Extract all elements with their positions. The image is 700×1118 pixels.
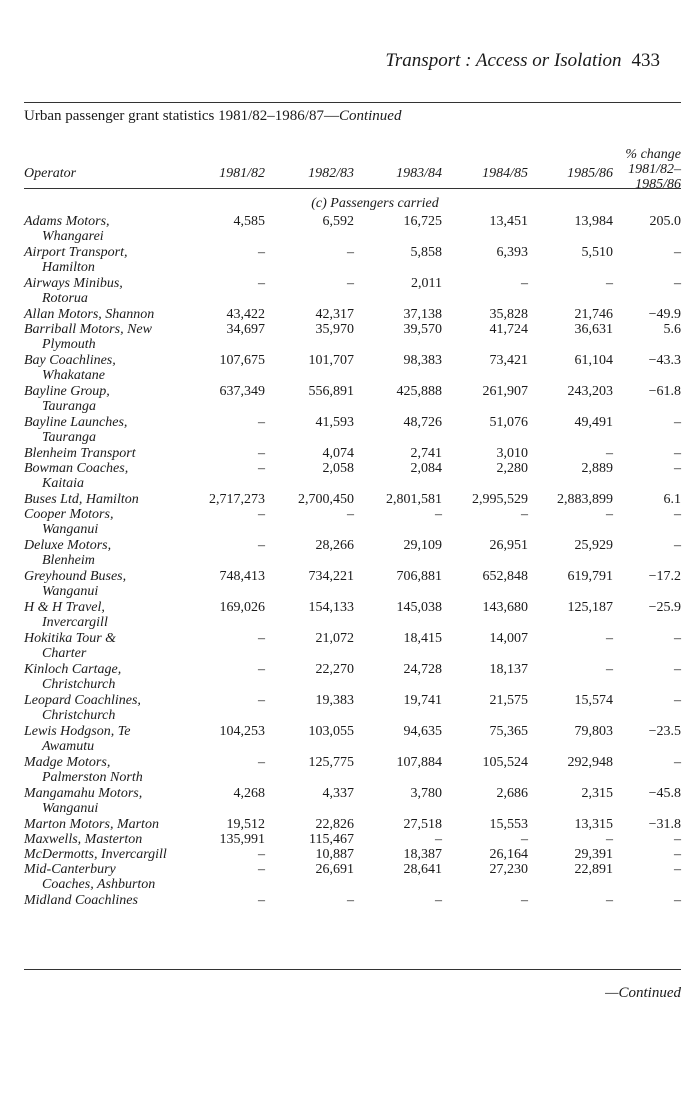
value-1985-86: 292,948 [567,755,613,770]
value-1981-82: – [258,538,265,553]
operator-name-line-2: Wanganui [42,801,99,816]
value-1985-86: – [606,507,613,522]
operator-name-line-2: Invercargill [42,615,108,630]
value-1984-85: 51,076 [489,415,528,430]
value-pct-change: −45.8 [648,786,681,801]
value-1981-82: 104,253 [219,724,265,739]
value-1981-82: – [258,847,265,862]
value-1985-86: 36,631 [574,322,613,337]
value-1984-85: 105,524 [482,755,528,770]
caption-continued: Continued [338,108,402,124]
value-1981-82: – [258,415,265,430]
operator-name [24,862,200,892]
table-caption [24,108,401,125]
value-1982-83: 42,317 [315,307,354,322]
value-1984-85: 41,724 [489,322,528,337]
col-header-1985-86: 1985/86 [567,166,613,181]
value-1983-84: 425,888 [396,384,442,399]
operator-name-line-2: Plymouth [42,337,96,352]
value-1982-83: – [347,245,354,260]
value-1985-86: – [606,631,613,646]
value-1981-82: 135,991 [219,832,265,847]
operator-name-line-2: Charter [42,646,87,661]
operator-name-line-1: Mangamahu Motors, [24,786,143,801]
section-label: (c) Passengers carried [311,196,439,211]
value-pct-change: −25.9 [648,600,681,615]
col-header-1983-84: 1983/84 [396,166,442,181]
value-pct-change: – [674,461,681,476]
value-pct-change: – [674,847,681,862]
value-pct-change: – [674,631,681,646]
value-1985-86: 25,929 [574,538,613,553]
operator-name [24,415,200,445]
value-1982-83: – [347,893,354,908]
value-1983-84: 18,415 [403,631,442,646]
operator-name-line-1: Cooper Motors, [24,507,114,522]
value-1984-85: 26,951 [489,538,528,553]
operator-name [24,847,200,862]
value-1985-86: 5,510 [581,245,613,260]
value-1981-82: – [258,507,265,522]
value-1983-84: – [435,893,442,908]
operator-name-line-2: Coaches, Ashburton [42,877,156,892]
operator-name [24,693,200,723]
running-head [385,50,660,72]
operator-name [24,214,200,244]
value-1984-85: 21,575 [489,693,528,708]
value-1985-86: – [606,832,613,847]
value-1984-85: 652,848 [482,569,528,584]
operator-name-line-1: Airport Transport, [24,245,128,260]
operator-name [24,538,200,568]
value-1984-85: – [521,507,528,522]
value-1985-86: 15,574 [574,693,613,708]
value-1983-84: – [435,832,442,847]
value-1983-84: 2,011 [411,276,442,291]
value-1983-84: 98,383 [403,353,442,368]
operator-name-line-1: Airways Minibus, [24,276,123,291]
value-1982-83: 4,074 [322,446,354,461]
value-1981-82: – [258,893,265,908]
col-header-pct-change [625,147,681,192]
operator-name [24,724,200,754]
value-1981-82: – [258,276,265,291]
value-1982-83: – [347,507,354,522]
value-1983-84: 94,635 [403,724,442,739]
value-1983-84: 24,728 [403,662,442,677]
value-pct-change: −17.2 [648,569,681,584]
operator-name-line-1: Maxwells, Masterton [24,832,143,847]
header-rule [24,188,681,189]
operator-name-line-1: Mid-Canterbury [24,862,116,877]
operator-name-line-1: Greyhound Buses, [24,569,127,584]
operator-name [24,600,200,630]
value-pct-change: – [674,893,681,908]
value-1982-83: – [347,276,354,291]
value-1981-82: – [258,461,265,476]
value-1983-84: 107,884 [396,755,442,770]
value-1982-83: 734,221 [308,569,354,584]
operator-name [24,631,200,661]
value-1982-83: 41,593 [315,415,354,430]
value-pct-change: – [674,862,681,877]
value-pct-change: −23.5 [648,724,681,739]
running-head-title: Transport : Access or Isolation [385,50,622,71]
value-1982-83: 103,055 [308,724,354,739]
operator-name-line-1: Bay Coachlines, [24,353,116,368]
value-1984-85: 73,421 [489,353,528,368]
value-1981-82: 43,422 [226,307,265,322]
operator-name-line-1: H & H Travel, [24,600,105,615]
value-1985-86: 2,883,899 [557,492,613,507]
value-1985-86: 243,203 [567,384,613,399]
operator-name-line-1: Lewis Hodgson, Te [24,724,131,739]
value-1985-86: 21,746 [574,307,613,322]
value-1981-82: – [258,693,265,708]
operator-name-line-1: Bowman Coaches, [24,461,129,476]
operator-name-line-1: Bayline Launches, [24,415,128,430]
value-1981-82: – [258,446,265,461]
value-1984-85: 261,907 [482,384,528,399]
value-1984-85: 13,451 [489,214,528,229]
operator-name [24,353,200,383]
page-number: 433 [631,50,660,71]
operator-name-line-1: Bayline Group, [24,384,110,399]
value-1985-86: – [606,446,613,461]
value-1983-84: 29,109 [403,538,442,553]
value-1981-82: – [258,662,265,677]
operator-name [24,245,200,275]
value-1981-82: – [258,245,265,260]
value-1983-84: 5,858 [410,245,442,260]
operator-name-line-2: Awamutu [42,739,95,754]
value-1985-86: 79,803 [574,724,613,739]
value-1984-85: 2,686 [496,786,528,801]
value-1985-86: 29,391 [574,847,613,862]
operator-name [24,569,200,599]
value-1982-83: 125,775 [308,755,354,770]
col-header-1984-85: 1984/85 [482,166,528,181]
value-1983-84: – [435,507,442,522]
operator-name-line-2: Christchurch [42,677,116,692]
value-1985-86: – [606,893,613,908]
value-1982-83: 22,270 [315,662,354,677]
caption-text: Urban passenger grant statistics 1981/82–1986/87— [24,108,339,124]
value-1984-85: 26,164 [489,847,528,862]
value-1983-84: 19,741 [403,693,442,708]
operator-name [24,817,200,832]
operator-name-line-2: Tauranga [42,399,96,414]
value-1982-83: 101,707 [308,353,354,368]
col-header-1982-83: 1982/83 [308,166,354,181]
value-1984-85: 14,007 [489,631,528,646]
operator-name [24,507,200,537]
value-1985-86: 125,187 [567,600,613,615]
operator-name-line-2: Palmerston North [42,770,143,785]
value-1984-85: 35,828 [489,307,528,322]
value-1981-82: 34,697 [226,322,265,337]
value-pct-change: −61.8 [648,384,681,399]
value-pct-change: – [674,538,681,553]
value-pct-change: 6.1 [663,492,681,507]
value-pct-change: – [674,507,681,522]
operator-name-line-1: Hokitika Tour & [24,631,117,646]
operator-name-line-1: Deluxe Motors, [24,538,112,553]
value-1984-85: – [521,832,528,847]
operator-name-line-2: Whakatane [42,368,105,383]
value-1983-84: 2,084 [410,461,442,476]
value-1985-86: 13,984 [574,214,613,229]
value-1983-84: 706,881 [396,569,442,584]
value-1982-83: 115,467 [309,832,354,847]
value-1982-83: 35,970 [315,322,354,337]
value-1985-86: 13,315 [574,817,613,832]
operator-name [24,446,200,461]
value-1983-84: 145,038 [396,600,442,615]
value-1982-83: 556,891 [308,384,354,399]
operator-name-line-1: McDermotts, Invercargill [24,847,167,862]
value-1983-84: 27,518 [403,817,442,832]
value-1983-84: 16,725 [403,214,442,229]
footer-continued: —Continued [605,985,681,1001]
operator-name-line-1: Leopard Coachlines, [24,693,141,708]
value-1985-86: – [606,662,613,677]
value-pct-change: – [674,245,681,260]
operator-name-line-1: Barriball Motors, New [24,322,152,337]
operator-name-line-2: Whangarei [42,229,104,244]
value-1982-83: 4,337 [322,786,354,801]
operator-name-line-1: Midland Coachlines [24,893,138,908]
operator-name-line-2: Christchurch [42,708,116,723]
value-pct-change: – [674,662,681,677]
value-1985-86: 2,889 [581,461,613,476]
value-1985-86: 49,491 [574,415,613,430]
operator-name [24,755,200,785]
value-pct-change: – [674,415,681,430]
value-1981-82: – [258,862,265,877]
operator-name-line-2: Wanganui [42,522,99,537]
operator-name-line-2: Tauranga [42,430,96,445]
value-pct-change: 205.0 [649,214,681,229]
value-1985-86: 61,104 [574,353,613,368]
value-pct-change: −43.3 [648,353,681,368]
operator-name-line-1: Adams Motors, [24,214,110,229]
value-1984-85: – [521,276,528,291]
value-1982-83: 22,826 [315,817,354,832]
value-1982-83: 2,700,450 [298,492,354,507]
value-1981-82: 2,717,273 [209,492,265,507]
value-1984-85: 18,137 [489,662,528,677]
operator-name [24,893,200,908]
value-pct-change: – [674,693,681,708]
value-pct-change: – [674,832,681,847]
value-pct-change: 5.6 [663,322,681,337]
value-1981-82: 169,026 [219,600,265,615]
value-1983-84: 2,801,581 [386,492,442,507]
value-1985-86: 619,791 [567,569,613,584]
operator-name-line-1: Blenheim Transport [24,446,136,461]
value-1983-84: 18,387 [403,847,442,862]
value-1981-82: 748,413 [219,569,265,584]
value-pct-change: – [674,276,681,291]
operator-name [24,307,200,322]
value-1981-82: 4,585 [233,214,265,229]
bottom-rule [24,969,681,970]
value-1984-85: – [521,893,528,908]
value-1985-86: 22,891 [574,862,613,877]
value-1984-85: 6,393 [496,245,528,260]
value-1982-83: 26,691 [315,862,354,877]
value-1983-84: 37,138 [403,307,442,322]
value-1984-85: 2,280 [496,461,528,476]
value-1985-86: 2,315 [581,786,613,801]
value-1981-82: – [258,631,265,646]
value-pct-change: – [674,446,681,461]
operator-name-line-1: Madge Motors, [24,755,111,770]
value-1982-83: 10,887 [315,847,354,862]
value-1984-85: 15,553 [489,817,528,832]
value-1984-85: 75,365 [489,724,528,739]
value-1984-85: 3,010 [496,446,528,461]
value-1982-83: 19,383 [315,693,354,708]
operator-name-line-1: Allan Motors, Shannon [24,307,155,322]
value-1981-82: – [258,755,265,770]
value-1984-85: 2,995,529 [472,492,528,507]
value-1983-84: 48,726 [403,415,442,430]
value-pct-change: −49.9 [648,307,681,322]
value-1982-83: 154,133 [308,600,354,615]
value-1981-82: 107,675 [219,353,265,368]
operator-name-line-1: Kinloch Cartage, [24,662,122,677]
value-1982-83: 28,266 [315,538,354,553]
operator-name [24,662,200,692]
operator-name [24,276,200,306]
pct-header-line-2: 1981/82– [628,162,681,177]
col-header-operator: Operator [24,166,77,181]
value-1984-85: 27,230 [489,862,528,877]
operator-name-line-1: Buses Ltd, Hamilton [24,492,139,507]
value-1982-83: 2,058 [322,461,354,476]
operator-name [24,461,200,491]
pct-header-line-3: 1985/86 [635,177,681,192]
operator-name [24,322,200,352]
value-1981-82: 4,268 [233,786,265,801]
col-header-1981-82: 1981/82 [219,166,265,181]
operator-name-line-2: Hamilton [42,260,95,275]
value-1983-84: 2,741 [410,446,442,461]
top-rule [24,102,681,103]
operator-name-line-2: Rotorua [42,291,88,306]
value-1984-85: 143,680 [482,600,528,615]
value-1983-84: 3,780 [410,786,442,801]
operator-name-line-2: Kaitaia [42,476,85,491]
value-pct-change: −31.8 [648,817,681,832]
operator-name-line-2: Wanganui [42,584,99,599]
value-pct-change: – [674,755,681,770]
operator-name [24,384,200,414]
operator-name-line-1: Marton Motors, Marton [24,817,159,832]
value-1982-83: 21,072 [315,631,354,646]
operator-name [24,786,200,816]
operator-name [24,832,200,847]
value-1983-84: 39,570 [403,322,442,337]
pct-header-line-1: % change [625,147,681,162]
value-1981-82: 19,512 [226,817,265,832]
value-1981-82: 637,349 [219,384,265,399]
value-1983-84: 28,641 [403,862,442,877]
operator-name [24,492,200,507]
value-1985-86: – [606,276,613,291]
operator-name-line-2: Blenheim [42,553,95,568]
value-1982-83: 6,592 [322,214,354,229]
